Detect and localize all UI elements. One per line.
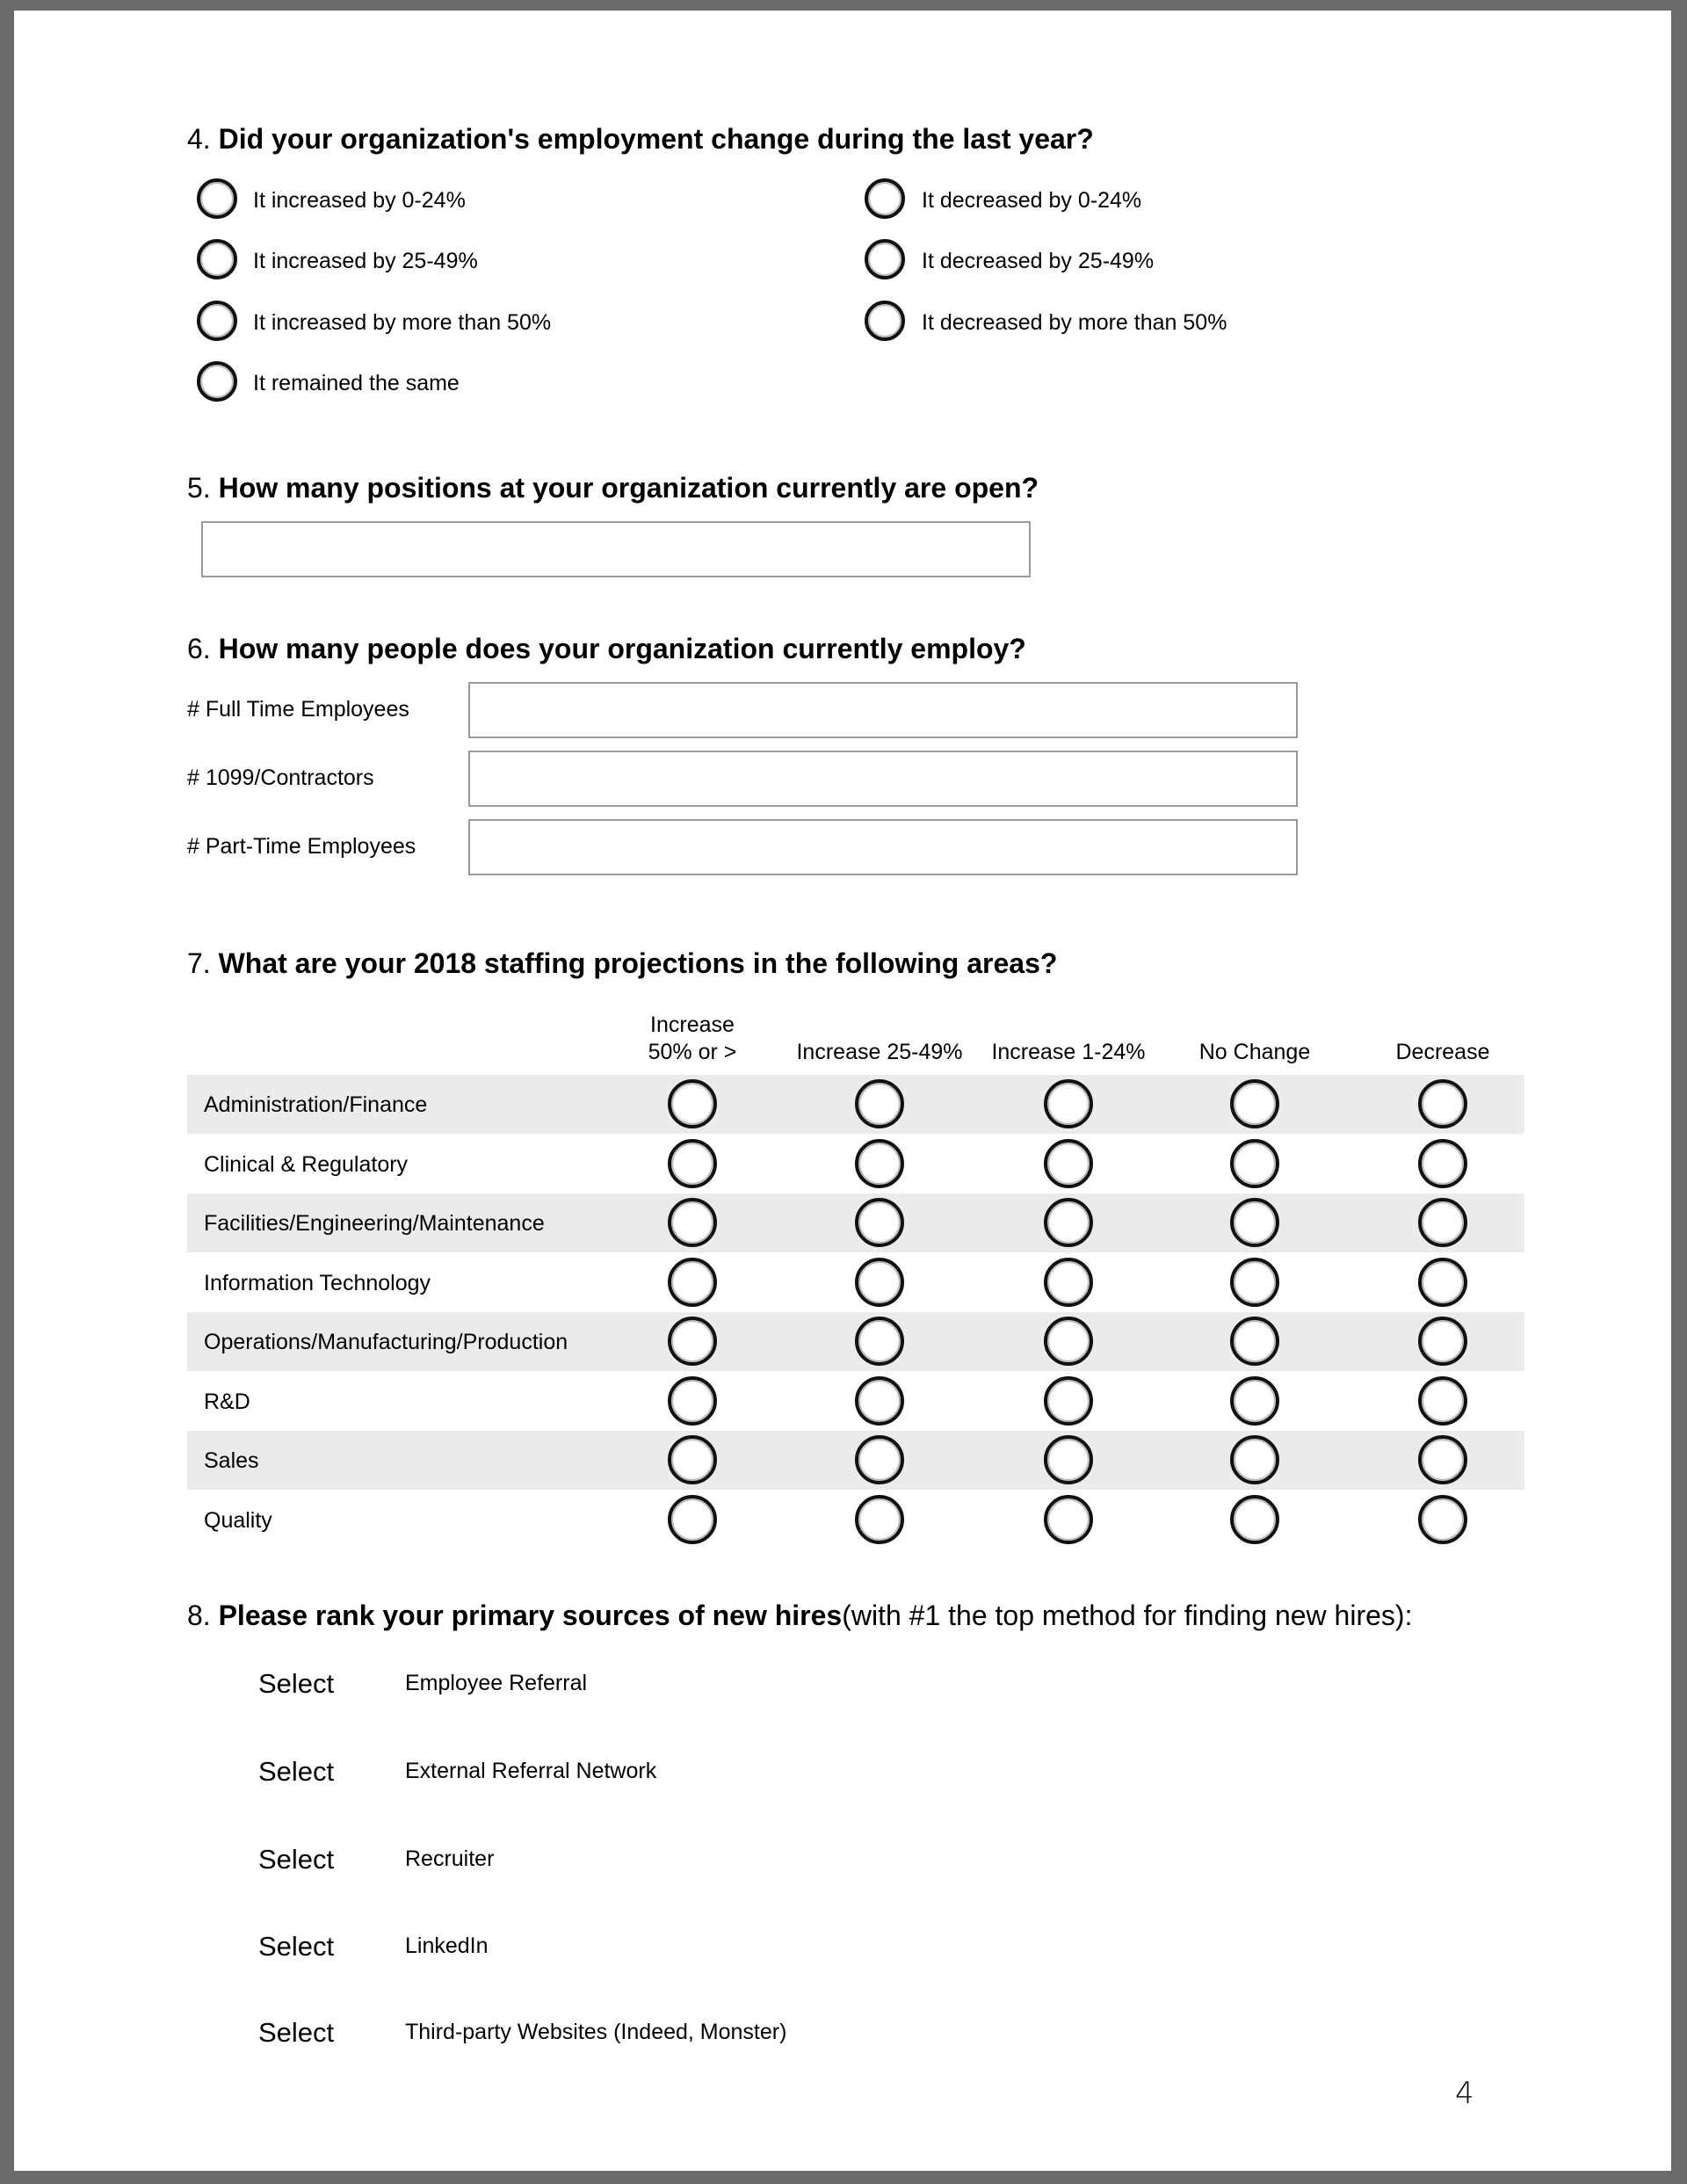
question-7-title [187,947,1057,980]
projection-radio[interactable] [1418,1079,1467,1128]
projection-radio[interactable] [855,1139,904,1188]
projection-row-label: Operations/Manufacturing/Production [204,1330,568,1354]
projection-radio[interactable] [1418,1317,1467,1366]
employment-change-radio[interactable] [865,178,905,219]
projection-radio[interactable] [1418,1376,1467,1426]
employment-change-radio[interactable] [865,239,905,279]
question-6-title [187,633,1026,665]
question-number: 6. [187,633,211,664]
projection-radio[interactable] [855,1198,904,1247]
projection-radio[interactable] [668,1198,717,1247]
projection-row-label: Facilities/Engineering/Maintenance [204,1211,545,1236]
hire-source-label: LinkedIn [405,1934,489,1958]
projection-radio[interactable] [855,1495,904,1544]
employee-count-input[interactable] [468,751,1298,807]
page-number: 4 [1455,2076,1474,2111]
projection-radio[interactable] [1044,1079,1093,1128]
projection-row-label: Sales [204,1448,259,1473]
rank-select-dropdown[interactable]: Select [258,1844,335,1875]
projection-row-label: R&D [204,1389,250,1414]
employee-count-label: # Part-Time Employees [187,834,416,859]
projection-radio[interactable] [668,1317,717,1366]
question-number: 8. [187,1600,211,1631]
projection-column-header: No Change [1198,1040,1311,1064]
employment-change-option-label: It decreased by 25-49% [922,249,1155,273]
question-4-title [187,123,1094,156]
projection-radio[interactable] [1044,1139,1093,1188]
question-text: Please rank your primary sources of new hires [218,1600,843,1631]
question-text: What are your 2018 staffing projections in the following areas? [218,947,1058,979]
employment-change-option-label: It remained the same [253,371,460,395]
projection-column-header: Increase 50% or > [648,1012,737,1064]
hire-source-label: Third-party Websites (Indeed, Monster) [405,2020,787,2044]
question-text: How many people does your organization currently employ? [218,633,1026,664]
projection-radio[interactable] [1230,1495,1279,1544]
hire-source-label: Employee Referral [405,1671,588,1695]
projection-radio[interactable] [855,1317,904,1366]
projection-radio[interactable] [1230,1139,1279,1188]
projection-radio[interactable] [668,1258,717,1307]
projection-radio[interactable] [1230,1317,1279,1366]
projection-row-label: Quality [204,1508,272,1533]
employment-change-option-label: It increased by 25-49% [253,249,478,273]
projection-radio[interactable] [668,1376,717,1426]
question-text: Did your organization's employment change during the last year? [218,123,1094,155]
employment-change-option-label: It decreased by 0-24% [922,188,1142,213]
projection-radio[interactable] [1230,1435,1279,1484]
rank-select-dropdown[interactable]: Select [258,1668,335,1699]
projection-radio[interactable] [1230,1376,1279,1426]
projection-radio[interactable] [1044,1258,1093,1307]
hire-source-label: External Referral Network [405,1759,657,1783]
employment-change-radio[interactable] [197,301,237,341]
projection-radio[interactable] [1418,1435,1467,1484]
projection-column-header: Decrease [1395,1040,1490,1064]
projection-radio[interactable] [1044,1435,1093,1484]
projection-radio[interactable] [1418,1198,1467,1247]
projection-column-header: Increase 1-24% [991,1040,1146,1064]
projection-radio[interactable] [1044,1495,1093,1544]
employee-count-input[interactable] [468,682,1298,738]
question-5-title [187,472,1039,504]
projection-radio[interactable] [855,1435,904,1484]
projection-radio[interactable] [1230,1079,1279,1128]
projection-radio[interactable] [1230,1198,1279,1247]
employment-change-radio[interactable] [197,178,237,219]
employee-count-label: # 1099/Contractors [187,765,374,790]
employment-change-radio[interactable] [197,361,237,402]
employment-change-option-label: It increased by 0-24% [253,188,466,213]
employee-count-input[interactable] [468,819,1298,875]
projection-radio[interactable] [1418,1495,1467,1544]
question-number: 4. [187,123,211,155]
projection-radio[interactable] [1044,1198,1093,1247]
hire-source-label: Recruiter [405,1847,495,1871]
projection-radio[interactable] [1418,1258,1467,1307]
projection-radio[interactable] [1044,1376,1093,1426]
question-number: 5. [187,472,211,504]
question-text: How many positions at your organization currently are open? [218,472,1039,504]
projection-radio[interactable] [1230,1258,1279,1307]
projection-column-header: Increase 25-49% [796,1040,963,1064]
employment-change-radio[interactable] [197,239,237,279]
employment-change-option-label: It increased by more than 50% [253,310,552,335]
projection-radio[interactable] [668,1139,717,1188]
projection-radio[interactable] [1418,1139,1467,1188]
projection-radio[interactable] [668,1435,717,1484]
projection-radio[interactable] [855,1376,904,1426]
projection-radio[interactable] [668,1495,717,1544]
projection-radio[interactable] [1044,1317,1093,1366]
rank-select-dropdown[interactable]: Select [258,2017,335,2048]
projection-radio[interactable] [855,1258,904,1307]
question-number: 7. [187,947,211,979]
projection-row-label: Administration/Finance [204,1092,428,1117]
open-positions-input[interactable] [201,521,1031,577]
projection-radio[interactable] [855,1079,904,1128]
employment-change-option-label: It decreased by more than 50% [922,310,1227,335]
rank-select-dropdown[interactable]: Select [258,1756,335,1787]
projection-row-label: Clinical & Regulatory [204,1152,409,1177]
projection-radio[interactable] [668,1079,717,1128]
employment-change-radio[interactable] [865,301,905,341]
employee-count-label: # Full Time Employees [187,697,409,722]
projection-row-label: Information Technology [204,1271,431,1295]
question-instructions: (with #1 the top method for finding new hires): [842,1600,1413,1631]
rank-select-dropdown[interactable]: Select [258,1931,335,1962]
question-8-title [187,1600,1412,1632]
